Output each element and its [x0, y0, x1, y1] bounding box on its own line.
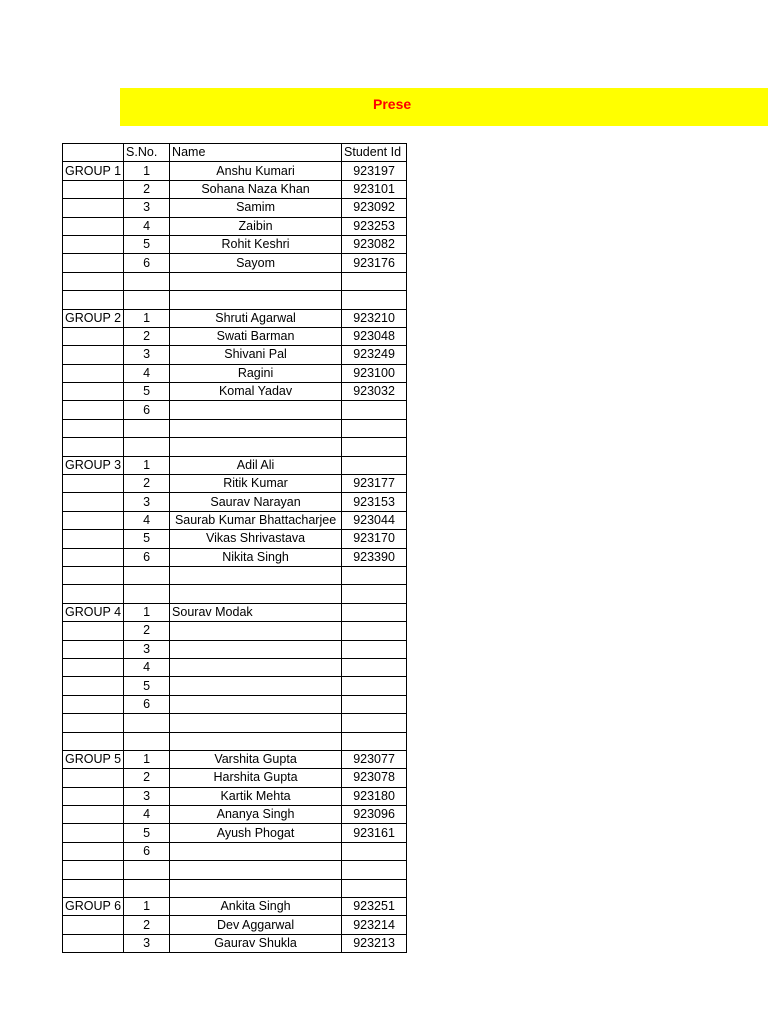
student-id-cell[interactable]: 923176	[342, 254, 407, 272]
sno-cell[interactable]	[124, 291, 170, 309]
group-cell[interactable]: GROUP 4	[63, 603, 124, 621]
group-cell[interactable]	[63, 934, 124, 952]
table-row	[63, 291, 407, 309]
group-cell[interactable]	[63, 254, 124, 272]
student-id-cell[interactable]: 923210	[342, 309, 407, 327]
name-cell[interactable]: Adil Ali	[170, 456, 342, 474]
name-cell[interactable]: Ananya Singh	[170, 806, 342, 824]
sno-cell[interactable]: 3	[124, 346, 170, 364]
table-row	[63, 548, 407, 566]
group-cell[interactable]: GROUP 2	[63, 309, 124, 327]
name-cell[interactable]	[170, 622, 342, 640]
table-row	[63, 916, 407, 934]
name-cell[interactable]: Swati Barman	[170, 327, 342, 345]
sno-cell[interactable]: 1	[124, 898, 170, 916]
table-row	[63, 511, 407, 529]
student-id-cell[interactable]: 923177	[342, 475, 407, 493]
sno-cell[interactable]: 3	[124, 199, 170, 217]
name-cell[interactable]: Nikita Singh	[170, 548, 342, 566]
group-cell[interactable]	[63, 530, 124, 548]
banner-title: Prese	[373, 96, 412, 112]
sno-cell[interactable]	[124, 272, 170, 290]
student-id-cell[interactable]	[342, 603, 407, 621]
sno-cell[interactable]: 1	[124, 162, 170, 180]
table-row	[63, 162, 407, 180]
student-id-cell[interactable]: 923253	[342, 217, 407, 235]
group-cell[interactable]	[63, 732, 124, 750]
student-id-cell[interactable]	[342, 879, 407, 897]
sno-cell[interactable]: 2	[124, 916, 170, 934]
group-cell[interactable]	[63, 291, 124, 309]
sno-cell[interactable]	[124, 879, 170, 897]
sno-cell[interactable]: 3	[124, 787, 170, 805]
table-row	[63, 180, 407, 198]
sno-cell[interactable]: 4	[124, 658, 170, 676]
name-cell[interactable]: Sayom	[170, 254, 342, 272]
sno-cell[interactable]: 2	[124, 475, 170, 493]
name-cell[interactable]: Harshita Gupta	[170, 769, 342, 787]
sno-cell[interactable]: 3	[124, 493, 170, 511]
table-row	[63, 677, 407, 695]
group-cell[interactable]	[63, 438, 124, 456]
table-row	[63, 346, 407, 364]
table-row	[63, 585, 407, 603]
name-cell[interactable]: Zaibin	[170, 217, 342, 235]
name-cell[interactable]	[170, 714, 342, 732]
sno-cell[interactable]: 5	[124, 530, 170, 548]
table-row	[63, 640, 407, 658]
group-cell[interactable]	[63, 199, 124, 217]
group-cell[interactable]	[63, 419, 124, 437]
sno-cell[interactable]: 1	[124, 750, 170, 768]
group-cell[interactable]	[63, 346, 124, 364]
name-cell[interactable]: Vikas Shrivastava	[170, 530, 342, 548]
table-row	[63, 750, 407, 768]
name-cell[interactable]	[170, 640, 342, 658]
table-row	[63, 364, 407, 382]
name-cell[interactable]: Ragini	[170, 364, 342, 382]
table-row	[63, 401, 407, 419]
sno-cell[interactable]: 3	[124, 934, 170, 952]
group-cell[interactable]	[63, 714, 124, 732]
student-id-cell[interactable]	[342, 658, 407, 676]
table-row	[63, 934, 407, 952]
table-row	[63, 309, 407, 327]
student-id-cell[interactable]: 923077	[342, 750, 407, 768]
group-cell[interactable]	[63, 842, 124, 860]
name-cell[interactable]: Ankita Singh	[170, 898, 342, 916]
header-student-id-cell[interactable]: Student Id	[342, 144, 407, 162]
header-row	[63, 144, 407, 162]
group-cell[interactable]	[63, 548, 124, 566]
student-id-cell[interactable]	[342, 438, 407, 456]
name-cell[interactable]	[170, 291, 342, 309]
table-row	[63, 658, 407, 676]
student-id-cell[interactable]: 923213	[342, 934, 407, 952]
sno-cell[interactable]: 6	[124, 254, 170, 272]
sno-cell[interactable]: 5	[124, 824, 170, 842]
student-id-cell[interactable]	[342, 401, 407, 419]
table-row	[63, 769, 407, 787]
sno-cell[interactable]	[124, 566, 170, 584]
table-row	[63, 695, 407, 713]
name-cell[interactable]	[170, 272, 342, 290]
student-id-cell[interactable]: 923251	[342, 898, 407, 916]
sno-cell[interactable]	[124, 714, 170, 732]
table-row	[63, 566, 407, 584]
student-id-cell[interactable]: 923249	[342, 346, 407, 364]
group-cell[interactable]	[63, 475, 124, 493]
sno-cell[interactable]	[124, 438, 170, 456]
sno-cell[interactable]: 6	[124, 842, 170, 860]
name-cell[interactable]: Rohit Keshri	[170, 235, 342, 253]
name-cell[interactable]: Ayush Phogat	[170, 824, 342, 842]
sno-cell[interactable]: 6	[124, 695, 170, 713]
name-cell[interactable]	[170, 879, 342, 897]
table-row	[63, 235, 407, 253]
table-row	[63, 475, 407, 493]
name-cell[interactable]: Gaurav Shukla	[170, 934, 342, 952]
group-cell[interactable]	[63, 493, 124, 511]
sno-cell[interactable]: 5	[124, 677, 170, 695]
table-row	[63, 842, 407, 860]
table-row	[63, 272, 407, 290]
name-cell[interactable]	[170, 585, 342, 603]
student-id-cell[interactable]: 923197	[342, 162, 407, 180]
table-row	[63, 217, 407, 235]
name-cell[interactable]: Anshu Kumari	[170, 162, 342, 180]
student-group-table	[62, 143, 407, 953]
group-cell[interactable]	[63, 364, 124, 382]
student-id-cell[interactable]	[342, 842, 407, 860]
table-row	[63, 456, 407, 474]
group-cell[interactable]	[63, 235, 124, 253]
sno-cell[interactable]: 1	[124, 309, 170, 327]
table-row	[63, 898, 407, 916]
student-id-cell[interactable]: 923044	[342, 511, 407, 529]
table-row	[63, 732, 407, 750]
student-id-cell[interactable]: 923082	[342, 235, 407, 253]
sno-cell[interactable]: 6	[124, 401, 170, 419]
name-cell[interactable]: Samim	[170, 199, 342, 217]
student-id-cell[interactable]: 923100	[342, 364, 407, 382]
name-cell[interactable]	[170, 842, 342, 860]
name-cell[interactable]: Saurab Kumar Bhattacharjee	[170, 511, 342, 529]
group-cell[interactable]	[63, 585, 124, 603]
header-sno-cell[interactable]: S.No.	[124, 144, 170, 162]
group-cell[interactable]	[63, 383, 124, 401]
sno-cell[interactable]: 5	[124, 235, 170, 253]
student-id-cell[interactable]	[342, 272, 407, 290]
student-id-cell[interactable]: 923180	[342, 787, 407, 805]
student-id-cell[interactable]: 923214	[342, 916, 407, 934]
student-id-cell[interactable]: 923390	[342, 548, 407, 566]
table-row	[63, 714, 407, 732]
sno-cell[interactable]	[124, 732, 170, 750]
table-row	[63, 493, 407, 511]
student-id-cell[interactable]	[342, 622, 407, 640]
header-name-cell[interactable]: Name	[170, 144, 342, 162]
name-cell[interactable]	[170, 401, 342, 419]
name-cell[interactable]: Ritik Kumar	[170, 475, 342, 493]
name-cell[interactable]: Komal Yadav	[170, 383, 342, 401]
student-id-cell[interactable]: 923096	[342, 806, 407, 824]
student-id-cell[interactable]	[342, 714, 407, 732]
sno-cell[interactable]: 5	[124, 383, 170, 401]
group-cell[interactable]	[63, 640, 124, 658]
student-id-cell[interactable]: 923170	[342, 530, 407, 548]
table-row	[63, 419, 407, 437]
student-id-cell[interactable]: 923048	[342, 327, 407, 345]
sno-cell[interactable]	[124, 585, 170, 603]
group-cell[interactable]	[63, 622, 124, 640]
student-id-cell[interactable]: 923092	[342, 199, 407, 217]
student-id-cell[interactable]	[342, 695, 407, 713]
title-banner	[120, 88, 768, 126]
student-id-cell[interactable]: 923161	[342, 824, 407, 842]
student-id-cell[interactable]	[342, 566, 407, 584]
sno-cell[interactable]	[124, 861, 170, 879]
header-group-cell[interactable]	[63, 144, 124, 162]
name-cell[interactable]	[170, 732, 342, 750]
sno-cell[interactable]: 4	[124, 364, 170, 382]
student-id-cell[interactable]: 923153	[342, 493, 407, 511]
name-cell[interactable]	[170, 861, 342, 879]
student-id-cell[interactable]	[342, 291, 407, 309]
student-id-cell[interactable]	[342, 861, 407, 879]
sno-cell[interactable]	[124, 419, 170, 437]
table-row	[63, 861, 407, 879]
table-row	[63, 879, 407, 897]
group-cell[interactable]	[63, 401, 124, 419]
table-row	[63, 603, 407, 621]
group-cell[interactable]: GROUP 3	[63, 456, 124, 474]
group-cell[interactable]	[63, 180, 124, 198]
sno-cell[interactable]: 1	[124, 603, 170, 621]
table-row	[63, 199, 407, 217]
name-cell[interactable]: Shivani Pal	[170, 346, 342, 364]
name-cell[interactable]	[170, 658, 342, 676]
sno-cell[interactable]: 1	[124, 456, 170, 474]
sno-cell[interactable]: 3	[124, 640, 170, 658]
name-cell[interactable]	[170, 419, 342, 437]
group-cell[interactable]	[63, 787, 124, 805]
name-cell[interactable]: Shruti Agarwal	[170, 309, 342, 327]
name-cell[interactable]	[170, 438, 342, 456]
group-cell[interactable]	[63, 806, 124, 824]
group-cell[interactable]: GROUP 6	[63, 898, 124, 916]
name-cell[interactable]	[170, 677, 342, 695]
table-row	[63, 622, 407, 640]
student-id-cell[interactable]: 923078	[342, 769, 407, 787]
group-cell[interactable]: GROUP 1	[63, 162, 124, 180]
student-id-cell[interactable]: 923101	[342, 180, 407, 198]
name-cell[interactable]	[170, 566, 342, 584]
name-cell[interactable]: Varshita Gupta	[170, 750, 342, 768]
sno-cell[interactable]: 2	[124, 180, 170, 198]
group-cell[interactable]	[63, 861, 124, 879]
sno-cell[interactable]: 4	[124, 217, 170, 235]
student-id-cell[interactable]	[342, 585, 407, 603]
table-row	[63, 787, 407, 805]
group-cell[interactable]	[63, 566, 124, 584]
table-row	[63, 383, 407, 401]
group-cell[interactable]	[63, 824, 124, 842]
group-cell[interactable]	[63, 769, 124, 787]
sno-cell[interactable]: 4	[124, 511, 170, 529]
student-id-cell[interactable]	[342, 419, 407, 437]
group-cell[interactable]	[63, 272, 124, 290]
sno-cell[interactable]: 6	[124, 548, 170, 566]
name-cell[interactable]: Sourav Modak	[170, 603, 342, 621]
group-cell[interactable]	[63, 916, 124, 934]
name-cell[interactable]: Kartik Mehta	[170, 787, 342, 805]
sno-cell[interactable]: 2	[124, 327, 170, 345]
student-id-cell[interactable]	[342, 640, 407, 658]
student-id-cell[interactable]	[342, 456, 407, 474]
group-cell[interactable]	[63, 511, 124, 529]
table-row	[63, 327, 407, 345]
group-cell[interactable]	[63, 677, 124, 695]
student-id-cell[interactable]	[342, 732, 407, 750]
group-cell[interactable]	[63, 658, 124, 676]
group-cell[interactable]	[63, 695, 124, 713]
table-row	[63, 806, 407, 824]
name-cell[interactable]: Saurav Narayan	[170, 493, 342, 511]
table-body	[63, 144, 407, 953]
table-row	[63, 530, 407, 548]
group-cell[interactable]	[63, 217, 124, 235]
sno-cell[interactable]: 2	[124, 769, 170, 787]
sno-cell[interactable]: 4	[124, 806, 170, 824]
name-cell[interactable]: Dev Aggarwal	[170, 916, 342, 934]
group-cell[interactable]	[63, 327, 124, 345]
table-row	[63, 824, 407, 842]
sno-cell[interactable]: 2	[124, 622, 170, 640]
group-cell[interactable]	[63, 879, 124, 897]
group-cell[interactable]: GROUP 5	[63, 750, 124, 768]
name-cell[interactable]: Sohana Naza Khan	[170, 180, 342, 198]
table-row	[63, 254, 407, 272]
student-id-cell[interactable]: 923032	[342, 383, 407, 401]
name-cell[interactable]	[170, 695, 342, 713]
student-id-cell[interactable]	[342, 677, 407, 695]
table-row	[63, 438, 407, 456]
